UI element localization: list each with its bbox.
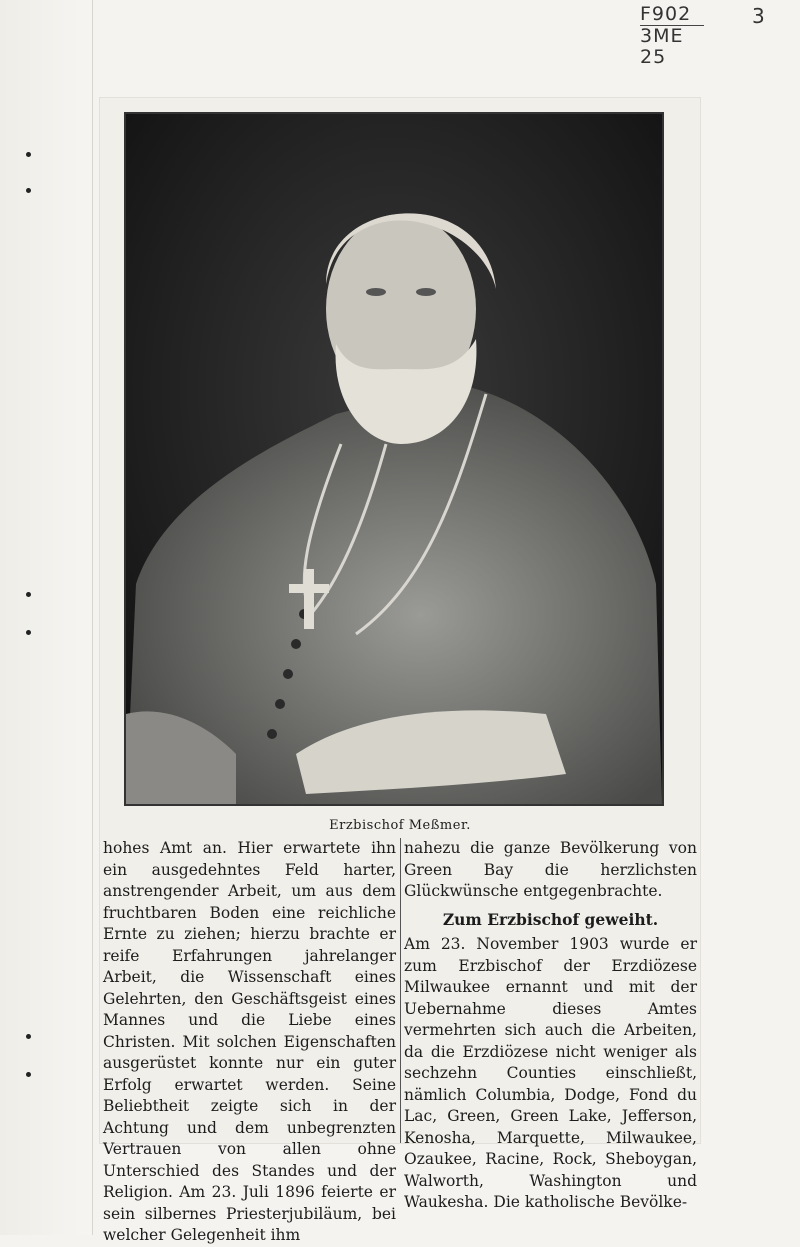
article-paragraph: hohes Amt an. Hier erwartete ihn ein ausgedehntes Feld harter, anstrengender Arbeit, um aus dem fruchtbaren Boden eine reichliche Ernte zu ziehen; hierzu brachte er reife Erfahrungen jahrelanger Arbeit, die Wissenschaft eines Gelehrten, den Geschäftsgeist eines Mannes und die Liebe eines Christen. Mit solchen Eigenschaften ausgerüstet konnte nur ein guter Erfolg erwartet werden. Seine Beliebtheit zeigte sich in der Achtung und dem unbegrenzten Vertrauen von allen ohne Unterschied des Standes und der Religion. Am 23. Juli 1896 feierte er sein silbernes Priesterjubiläum, bei welcher Gelegenheit ihm	[103, 839, 396, 1244]
archive-note-line: 25	[640, 46, 667, 68]
section-heading: Zum Erzbischof geweiht.	[442, 909, 659, 929]
page-margin	[0, 0, 93, 1235]
article-paragraph: nahezu die ganze Bevölkerung von Green Bay die herzlichsten Glückwünsche entgegenbrachte.	[404, 839, 697, 900]
portrait-photograph	[124, 112, 664, 806]
archive-note	[640, 4, 750, 68]
archive-note-line: F902	[640, 4, 704, 26]
archive-note-line: 3ME	[640, 25, 684, 47]
binder-hole	[26, 592, 31, 597]
binder-hole	[26, 188, 31, 193]
binder-hole	[26, 1034, 31, 1039]
binder-hole	[26, 152, 31, 157]
binder-hole	[26, 1072, 31, 1077]
article-column-right	[404, 838, 697, 1214]
portrait-photograph-icon	[126, 114, 662, 804]
column-divider	[400, 838, 401, 1143]
article-column-left	[103, 838, 396, 1247]
binder-hole	[26, 630, 31, 635]
photo-caption: Erzbischof Meßmer.	[329, 818, 471, 833]
article-paragraph: Am 23. November 1903 wurde er zum Erzbischof der Erzdiözese Milwaukee ernannt und mit der Uebernahme dieses Amtes vermehrten sich auch die Arbeiten, da die Erzdiözese nicht weniger als sechzehn Counties einschließt, nämlich Columbia, Dodge, Fond du Lac, Green, Green Lake, Jefferson, Kenosha, Marquette, Milwaukee, Ozaukee, Racine, Rock, Sheboygan, Walworth, Washington und Waukesha. Die katholische Bevölke-	[404, 935, 697, 1211]
page-number: 3	[752, 4, 765, 28]
